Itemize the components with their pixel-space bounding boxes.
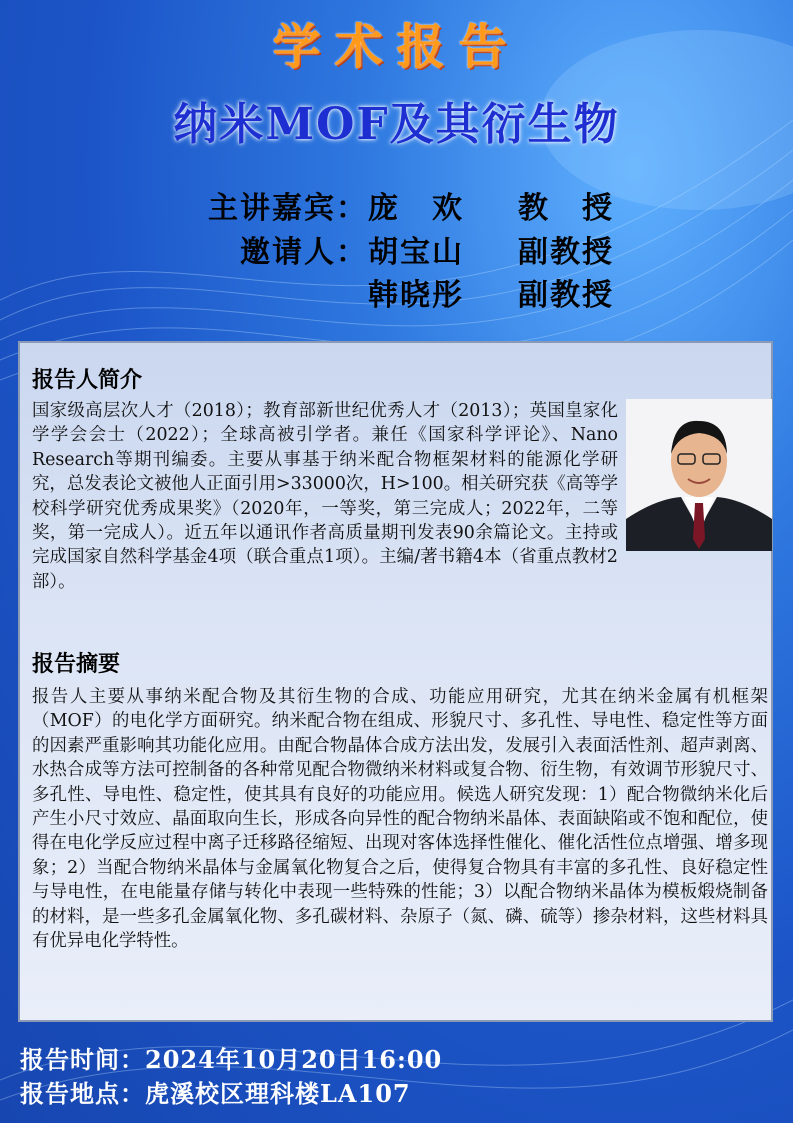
- inviter-line-2: [180, 270, 740, 314]
- bio-heading: 报告人简介: [32, 368, 143, 393]
- report-place-label: 报告地点：: [20, 1079, 145, 1108]
- report-time-value: 2024年10月20日16:00: [145, 1045, 443, 1074]
- report-place: [20, 1074, 411, 1109]
- inviter-role: 副教授: [518, 235, 614, 270]
- report-place-value: 虎溪校区理科楼LA107: [145, 1079, 411, 1108]
- bio-text: 国家级高层次人才（2018）；教育部新世纪优秀人才（2013）；英国皇家化学学会会士（2022）；全球高被引学者。兼任《国家科学评论》、Nano Research等期刊编委。主要从事基于纳米配合物框架材料的能源化学研究，总发表论文被他人正面引用>33000次，H>100。相关研究获《高等学校科学研究优秀成果奖》（2020年，一等奖，第三完成人；2022年，二等奖，第一完成人）。近五年以通讯作者高质量期刊发表90余篇论文。主持或完成国家自然科学基金4项（联合重点1项）。主编/著书籍4本（省重点教材2部）。: [32, 401, 618, 592]
- speaker-line: [180, 183, 740, 227]
- speaker-photo: [626, 399, 772, 551]
- inviter-name: 胡宝山: [368, 235, 464, 270]
- inviter-label: 邀请人：: [240, 235, 368, 270]
- report-time-label: 报告时间：: [20, 1045, 145, 1074]
- talk-title: 纳米MOF及其衍生物: [173, 99, 620, 150]
- speaker-name: 庞 欢: [368, 191, 464, 226]
- abstract-text: 报告人主要从事纳米配合物及其衍生物的合成、功能应用研究，尤其在纳米金属有机框架（MOF）的电化学方面研究。纳米配合物在组成、形貌尺寸、多孔性、导电性、稳定性等方面的因素严重影响其功能化应用。由配合物晶体合成方法出发，发展引入表面活性剂、超声剥离、水热合成等方法可控制备的各种常见配合物微纳米材料或复合物、衍生物，有效调节形貌尺寸、多孔性、导电性、稳定性，使其具有良好的功能应用。候选人研究发现：1）配合物微纳米化后产生小尺寸效应、晶面取向生长，形成各向异性的配合物纳米晶体、表面缺陷或不饱和配位，使得在电化学反应过程中离子迁移路径缩短、出现对客体选择性催化、催化活性位点增强、增多现象；2）当配合物纳米晶体与金属氧化物复合之后，使得复合物具有丰富的多孔性、良好稳定性与导电性，在电能量存储与转化中表现一些特殊的性能；3）以配合物纳米晶体为模板煅烧制备的材料，是一些多孔金属氧化物、多孔碳材料、杂原子（氮、磷、硫等）掺杂材料，这些材料具有优异电化学特性。: [32, 687, 768, 952]
- bio-text-block: [32, 399, 768, 594]
- poster-title: 学术报告: [272, 19, 521, 75]
- inviter-name: 韩晓彤: [368, 278, 464, 313]
- report-time: [20, 1040, 442, 1075]
- abstract-heading: 报告摘要: [32, 652, 121, 677]
- speaker-role: 教 授: [518, 191, 614, 226]
- speaker-label: 主讲嘉宾：: [208, 191, 368, 226]
- inviter-role: 副教授: [518, 278, 614, 313]
- content-panel: [18, 341, 773, 1022]
- inviter-line-1: [180, 227, 740, 271]
